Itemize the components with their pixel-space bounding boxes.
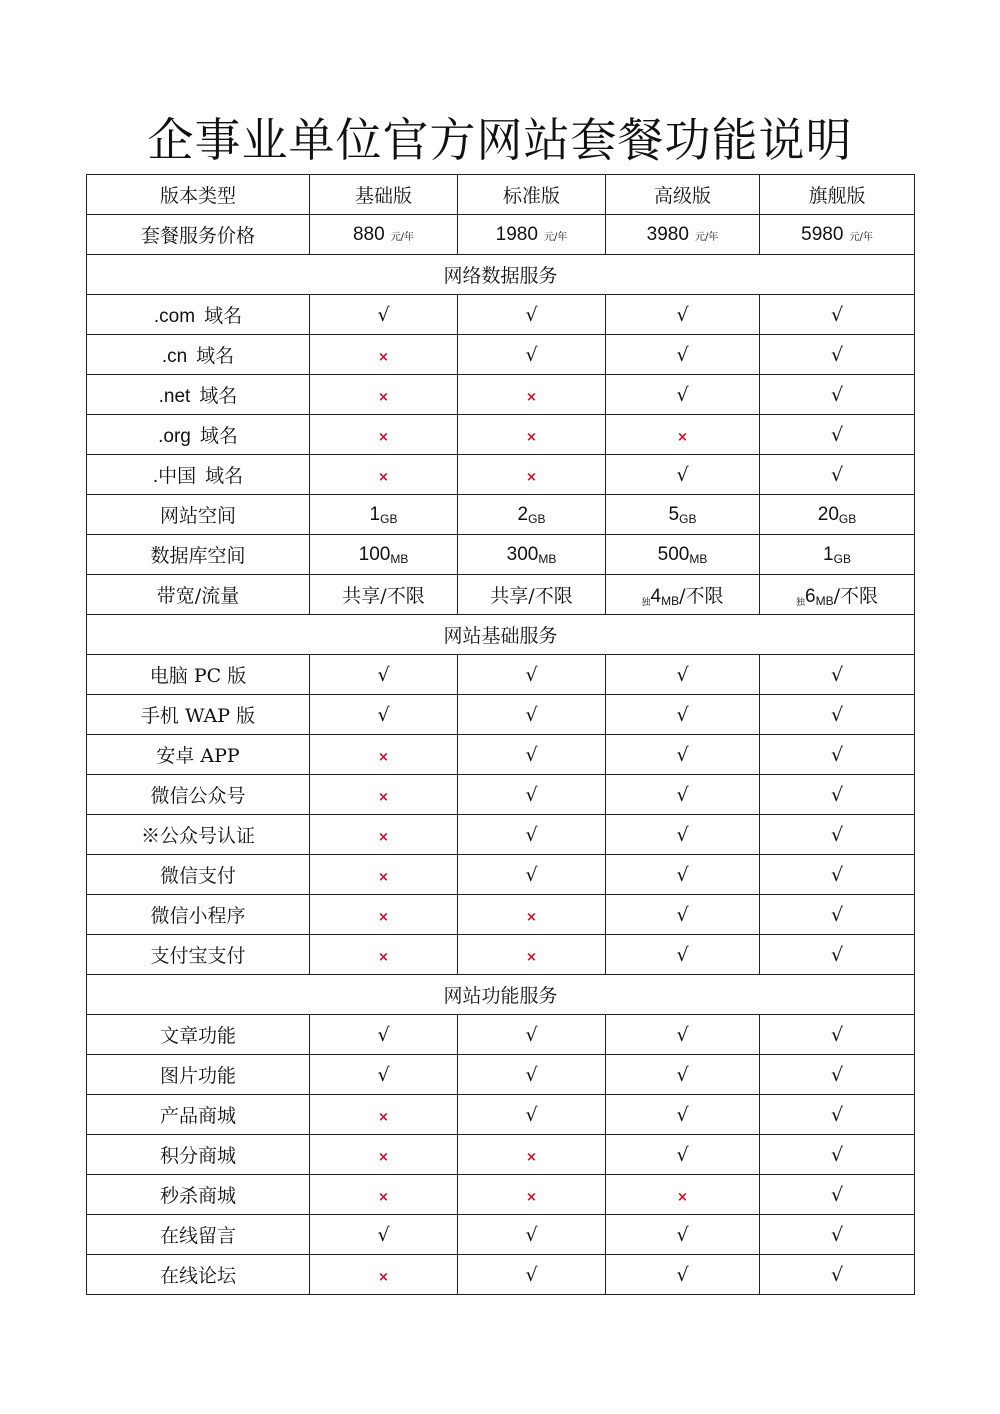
feature-mark-cell xyxy=(458,815,606,855)
price-cell xyxy=(310,215,458,255)
value-unit: MB xyxy=(390,552,409,566)
feature-mark-cell xyxy=(458,735,606,775)
feature-label-cell xyxy=(87,1095,310,1135)
check-mark-icon: √ xyxy=(830,743,844,766)
feature-mark-cell xyxy=(760,775,915,815)
feature-row xyxy=(87,415,915,455)
value-number: 100 xyxy=(358,544,391,565)
feature-mark-cell xyxy=(310,415,458,455)
cross-mark-icon: × xyxy=(378,869,389,885)
cross-mark-icon: × xyxy=(526,1189,537,1205)
feature-mark-cell xyxy=(606,1055,760,1095)
check-mark-icon: √ xyxy=(830,1023,844,1046)
feature-label: 在线论坛 xyxy=(159,1265,236,1287)
value-cell xyxy=(310,495,458,535)
feature-mark-cell xyxy=(310,895,458,935)
value-number: 500 xyxy=(657,544,690,565)
feature-row xyxy=(87,1055,915,1095)
check-mark-icon: √ xyxy=(676,1143,689,1166)
feature-mark-cell xyxy=(310,1255,458,1295)
feature-row xyxy=(87,1255,915,1295)
check-mark-icon: √ xyxy=(676,1103,689,1126)
feature-row xyxy=(87,1215,915,1255)
cross-mark-icon: × xyxy=(677,1189,688,1205)
feature-mark-cell xyxy=(606,815,760,855)
value-cell xyxy=(458,495,606,535)
feature-mark-cell xyxy=(458,655,606,695)
feature-mark-cell xyxy=(606,1215,760,1255)
value-number: 300 xyxy=(506,544,539,565)
price-unit: 元/年 xyxy=(390,232,415,243)
feature-mark-cell xyxy=(310,1015,458,1055)
feature-label-cell xyxy=(87,695,310,735)
cross-mark-icon: × xyxy=(378,909,389,925)
feature-mark-cell xyxy=(760,1055,915,1095)
value-cell xyxy=(310,535,458,575)
price-value: 880 xyxy=(352,224,385,245)
price-unit: 元/年 xyxy=(849,232,873,243)
section-title: 网站功能服务 xyxy=(87,975,915,1015)
table-body xyxy=(87,175,915,1295)
feature-mark-cell xyxy=(310,655,458,695)
check-mark-icon: √ xyxy=(525,823,538,846)
check-mark-icon: √ xyxy=(830,1063,844,1086)
feature-mark-cell xyxy=(310,375,458,415)
table-header-row xyxy=(87,175,915,215)
check-mark-icon: √ xyxy=(830,383,844,406)
check-mark-icon: √ xyxy=(377,303,390,326)
feature-mark-cell xyxy=(310,1095,458,1135)
value-number: 6 xyxy=(805,586,816,607)
check-mark-icon: √ xyxy=(676,343,689,366)
feature-label-suffix: 域名 xyxy=(196,345,235,367)
feature-mark-cell xyxy=(310,335,458,375)
feature-mark-cell xyxy=(760,335,915,375)
feature-mark-cell xyxy=(310,295,458,335)
check-mark-icon: √ xyxy=(377,1023,390,1046)
feature-mark-cell xyxy=(458,1255,606,1295)
section-title: 网站基础服务 xyxy=(87,615,915,655)
cross-mark-icon: × xyxy=(378,389,389,405)
feature-row xyxy=(87,1095,915,1135)
check-mark-icon: √ xyxy=(525,703,538,726)
feature-mark-cell xyxy=(760,895,915,935)
feature-label-cell xyxy=(87,855,310,895)
feature-label-cell xyxy=(87,895,310,935)
value-text: 共享/不限 xyxy=(342,585,425,607)
cross-mark-icon: × xyxy=(378,1109,389,1125)
feature-mark-cell xyxy=(458,335,606,375)
feature-mark-cell xyxy=(760,415,915,455)
check-mark-icon: √ xyxy=(830,943,844,966)
value-unit: MB xyxy=(689,552,708,566)
feature-mark-cell xyxy=(606,895,760,935)
feature-mark-cell xyxy=(606,1135,760,1175)
feature-label-cell xyxy=(87,775,310,815)
feature-mark-cell xyxy=(760,1015,915,1055)
check-mark-icon: √ xyxy=(830,783,844,806)
feature-label-cell xyxy=(87,1055,310,1095)
feature-label-cell xyxy=(87,375,310,415)
price-cell xyxy=(458,215,606,255)
feature-mark-cell xyxy=(760,655,915,695)
price-value: 1980 xyxy=(495,224,538,245)
feature-mark-cell xyxy=(458,1215,606,1255)
price-unit: 元/年 xyxy=(543,232,568,243)
feature-mark-cell xyxy=(760,1255,915,1295)
cross-mark-icon: × xyxy=(378,949,389,965)
value-cell xyxy=(760,495,915,535)
feature-row xyxy=(87,855,915,895)
section-header-row xyxy=(87,255,915,295)
feature-label-cell xyxy=(87,1175,310,1215)
feature-mark-cell xyxy=(606,1255,760,1295)
value-prefix: 独 xyxy=(796,598,806,608)
check-mark-icon: √ xyxy=(830,903,844,926)
feature-row xyxy=(87,1135,915,1175)
check-mark-icon: √ xyxy=(377,1223,390,1246)
value-text: /不限 xyxy=(679,585,724,607)
feature-row xyxy=(87,935,915,975)
check-mark-icon: √ xyxy=(830,1223,844,1246)
value-text: /不限 xyxy=(833,585,878,607)
feature-row xyxy=(87,1015,915,1055)
check-mark-icon: √ xyxy=(525,343,538,366)
feature-mark-cell xyxy=(606,655,760,695)
check-mark-icon: √ xyxy=(676,703,689,726)
feature-mark-cell xyxy=(310,695,458,735)
feature-mark-cell xyxy=(606,415,760,455)
check-mark-icon: √ xyxy=(830,1183,844,1206)
feature-mark-cell xyxy=(458,1135,606,1175)
feature-mark-cell xyxy=(458,295,606,335)
value-unit: GB xyxy=(833,552,851,566)
check-mark-icon: √ xyxy=(830,863,844,886)
value-cell xyxy=(606,575,760,615)
feature-label-suffix: 域名 xyxy=(199,385,238,407)
value-cell xyxy=(606,495,760,535)
check-mark-icon: √ xyxy=(676,743,689,766)
value-unit: MB xyxy=(815,594,834,608)
feature-label-cell xyxy=(87,1215,310,1255)
feature-mark-cell xyxy=(606,935,760,975)
cross-mark-icon: × xyxy=(378,349,389,365)
check-mark-icon: √ xyxy=(377,663,390,686)
feature-mark-cell xyxy=(310,1215,458,1255)
feature-mark-cell xyxy=(606,335,760,375)
check-mark-icon: √ xyxy=(525,1103,538,1126)
feature-mark-cell xyxy=(760,855,915,895)
feature-mark-cell xyxy=(606,855,760,895)
price-value: 5980 xyxy=(801,224,844,245)
feature-mark-cell xyxy=(760,935,915,975)
feature-mark-cell xyxy=(606,775,760,815)
cross-mark-icon: × xyxy=(378,749,389,765)
page-title: 企事业单位官方网站套餐功能说明 xyxy=(147,113,853,167)
check-mark-icon: √ xyxy=(525,743,538,766)
feature-label-cell xyxy=(87,655,310,695)
value-unit: GB xyxy=(528,512,546,526)
check-mark-icon: √ xyxy=(525,1023,538,1046)
value-unit: MB xyxy=(661,594,680,608)
check-mark-icon: √ xyxy=(830,1103,844,1126)
check-mark-icon: √ xyxy=(676,463,689,486)
feature-mark-cell xyxy=(760,455,915,495)
check-mark-icon: √ xyxy=(830,343,844,366)
value-cell xyxy=(458,575,606,615)
feature-row xyxy=(87,895,915,935)
feature-mark-cell xyxy=(458,1095,606,1135)
feature-mark-cell xyxy=(760,295,915,335)
value-cell xyxy=(760,535,915,575)
cross-mark-icon: × xyxy=(378,789,389,805)
feature-mark-cell xyxy=(310,1055,458,1095)
check-mark-icon: √ xyxy=(525,783,538,806)
feature-mark-cell xyxy=(458,1175,606,1215)
value-number: 20 xyxy=(817,504,839,525)
check-mark-icon: √ xyxy=(830,303,844,326)
check-mark-icon: √ xyxy=(676,663,689,686)
feature-label-suffix: 域名 xyxy=(205,465,244,487)
value-prefix: 独 xyxy=(641,598,651,608)
feature-label-cell xyxy=(87,1135,310,1175)
feature-row xyxy=(87,735,915,775)
feature-label-cell: 数据库空间 xyxy=(87,535,310,575)
feature-label-cell xyxy=(87,735,310,775)
check-mark-icon: √ xyxy=(377,1063,390,1086)
price-cell xyxy=(760,215,915,255)
feature-mark-cell xyxy=(606,1015,760,1055)
feature-mark-cell xyxy=(458,695,606,735)
cross-mark-icon: × xyxy=(526,389,537,405)
feature-label-cell xyxy=(87,335,310,375)
feature-label: ※公众号认证 xyxy=(140,825,255,847)
feature-row xyxy=(87,695,915,735)
feature-label: 产品商城 xyxy=(159,1105,236,1127)
feature-label-cell: 带宽/流量 xyxy=(87,575,310,615)
value-row xyxy=(87,495,915,535)
feature-mark-cell xyxy=(760,695,915,735)
check-mark-icon: √ xyxy=(830,663,844,686)
header-plan-standard: 标准版 xyxy=(458,175,606,215)
check-mark-icon: √ xyxy=(830,423,844,446)
feature-mark-cell xyxy=(760,1095,915,1135)
feature-mark-cell xyxy=(606,455,760,495)
check-mark-icon: √ xyxy=(676,903,689,926)
feature-label: 秒杀商城 xyxy=(159,1185,236,1207)
check-mark-icon: √ xyxy=(377,703,390,726)
feature-mark-cell xyxy=(458,415,606,455)
check-mark-icon: √ xyxy=(525,1063,538,1086)
check-mark-icon: √ xyxy=(676,823,689,846)
feature-label: .org xyxy=(158,426,191,447)
check-mark-icon: √ xyxy=(676,1223,689,1246)
feature-label-suffix: 域名 xyxy=(199,425,238,447)
value-unit: MB xyxy=(538,552,557,566)
check-mark-icon: √ xyxy=(830,463,844,486)
feature-mark-cell xyxy=(458,1015,606,1055)
check-mark-icon: √ xyxy=(525,863,538,886)
feature-label-cell xyxy=(87,295,310,335)
feature-mark-cell xyxy=(310,735,458,775)
feature-label: .中国 xyxy=(152,466,197,487)
feature-label: 积分商城 xyxy=(159,1145,236,1167)
feature-mark-cell xyxy=(606,295,760,335)
feature-mark-cell xyxy=(606,735,760,775)
feature-mark-cell xyxy=(458,455,606,495)
feature-mark-cell xyxy=(760,1135,915,1175)
value-cell xyxy=(606,535,760,575)
feature-row xyxy=(87,455,915,495)
feature-label: 在线留言 xyxy=(159,1225,236,1247)
feature-row xyxy=(87,775,915,815)
feature-label: 微信公众号 xyxy=(150,785,246,807)
section-header-row xyxy=(87,975,915,1015)
check-mark-icon: √ xyxy=(830,823,844,846)
feature-mark-cell xyxy=(760,735,915,775)
feature-mark-cell xyxy=(310,1135,458,1175)
feature-mark-cell xyxy=(310,855,458,895)
feature-mark-cell xyxy=(458,935,606,975)
cross-mark-icon: × xyxy=(378,429,389,445)
check-mark-icon: √ xyxy=(676,943,689,966)
check-mark-icon: √ xyxy=(525,303,538,326)
check-mark-icon: √ xyxy=(830,703,844,726)
feature-row xyxy=(87,295,915,335)
feature-mark-cell xyxy=(310,455,458,495)
feature-mark-cell xyxy=(760,1215,915,1255)
feature-mark-cell xyxy=(458,775,606,815)
cross-mark-icon: × xyxy=(378,829,389,845)
feature-row xyxy=(87,815,915,855)
feature-label: 安卓 APP xyxy=(156,745,240,767)
feature-row xyxy=(87,1175,915,1215)
feature-label: 微信小程序 xyxy=(150,905,246,927)
value-cell xyxy=(310,575,458,615)
feature-mark-cell xyxy=(310,815,458,855)
value-number: 1 xyxy=(369,504,381,525)
feature-mark-cell xyxy=(310,1175,458,1215)
value-unit: GB xyxy=(838,512,857,526)
value-text: 共享/不限 xyxy=(490,585,573,607)
header-plan-basic: 基础版 xyxy=(310,175,458,215)
feature-mark-cell xyxy=(760,815,915,855)
section-title: 网络数据服务 xyxy=(87,255,915,295)
cross-mark-icon: × xyxy=(526,909,537,925)
check-mark-icon: √ xyxy=(830,1143,844,1166)
price-value: 3980 xyxy=(646,224,689,245)
check-mark-icon: √ xyxy=(830,1263,844,1286)
check-mark-icon: √ xyxy=(676,783,689,806)
feature-label: 微信支付 xyxy=(159,865,236,887)
feature-mark-cell xyxy=(458,1055,606,1095)
header-plan-flagship: 旗舰版 xyxy=(760,175,915,215)
feature-label: .cn xyxy=(161,346,188,367)
cross-mark-icon: × xyxy=(526,469,537,485)
plan-comparison-table xyxy=(86,174,915,1295)
feature-label: 电脑 PC 版 xyxy=(149,665,247,687)
header-label-cell: 版本类型 xyxy=(87,175,310,215)
feature-label: .com xyxy=(153,306,196,327)
check-mark-icon: √ xyxy=(525,1223,538,1246)
feature-mark-cell xyxy=(760,375,915,415)
cross-mark-icon: × xyxy=(378,1189,389,1205)
feature-label-cell: 网站空间 xyxy=(87,495,310,535)
feature-label-cell xyxy=(87,1255,310,1295)
value-unit: GB xyxy=(679,512,697,526)
feature-label: 手机 WAP 版 xyxy=(140,705,256,727)
value-cell xyxy=(458,535,606,575)
feature-row xyxy=(87,375,915,415)
check-mark-icon: √ xyxy=(676,863,689,886)
price-row xyxy=(87,215,915,255)
price-label-cell: 套餐服务价格 xyxy=(87,215,310,255)
feature-mark-cell xyxy=(458,375,606,415)
cross-mark-icon: × xyxy=(677,429,688,445)
value-cell xyxy=(760,575,915,615)
feature-label-cell xyxy=(87,935,310,975)
feature-label-cell xyxy=(87,455,310,495)
cross-mark-icon: × xyxy=(526,1149,537,1165)
check-mark-icon: √ xyxy=(676,1263,689,1286)
feature-label: 文章功能 xyxy=(159,1025,236,1047)
feature-label-cell xyxy=(87,815,310,855)
check-mark-icon: √ xyxy=(525,663,538,686)
feature-mark-cell xyxy=(310,775,458,815)
feature-label-cell xyxy=(87,1015,310,1055)
feature-mark-cell xyxy=(310,935,458,975)
cross-mark-icon: × xyxy=(378,1149,389,1165)
section-header-row xyxy=(87,615,915,655)
check-mark-icon: √ xyxy=(676,1063,689,1086)
cross-mark-icon: × xyxy=(378,469,389,485)
price-cell xyxy=(606,215,760,255)
check-mark-icon: √ xyxy=(676,303,689,326)
feature-mark-cell xyxy=(760,1175,915,1215)
cross-mark-icon: × xyxy=(526,429,537,445)
feature-mark-cell xyxy=(606,695,760,735)
feature-mark-cell xyxy=(606,1175,760,1215)
feature-row xyxy=(87,335,915,375)
value-number: 1 xyxy=(823,544,834,565)
feature-mark-cell xyxy=(458,895,606,935)
check-mark-icon: √ xyxy=(676,383,689,406)
feature-label-cell xyxy=(87,415,310,455)
feature-mark-cell xyxy=(606,375,760,415)
feature-label-suffix: 域名 xyxy=(204,305,243,327)
value-row xyxy=(87,535,915,575)
feature-label: 图片功能 xyxy=(159,1065,236,1087)
cross-mark-icon: × xyxy=(378,1269,389,1285)
feature-mark-cell xyxy=(458,855,606,895)
check-mark-icon: √ xyxy=(525,1263,538,1286)
feature-mark-cell xyxy=(606,1095,760,1135)
check-mark-icon: √ xyxy=(676,1023,689,1046)
feature-label: .net xyxy=(158,386,191,407)
price-unit: 元/年 xyxy=(694,232,719,243)
value-number: 4 xyxy=(650,586,662,607)
value-number: 5 xyxy=(668,504,680,525)
feature-label: 支付宝支付 xyxy=(150,945,246,967)
cross-mark-icon: × xyxy=(526,949,537,965)
value-unit: GB xyxy=(380,512,398,526)
feature-row xyxy=(87,655,915,695)
value-row xyxy=(87,575,915,615)
header-plan-advanced: 高级版 xyxy=(606,175,760,215)
value-number: 2 xyxy=(517,504,529,525)
